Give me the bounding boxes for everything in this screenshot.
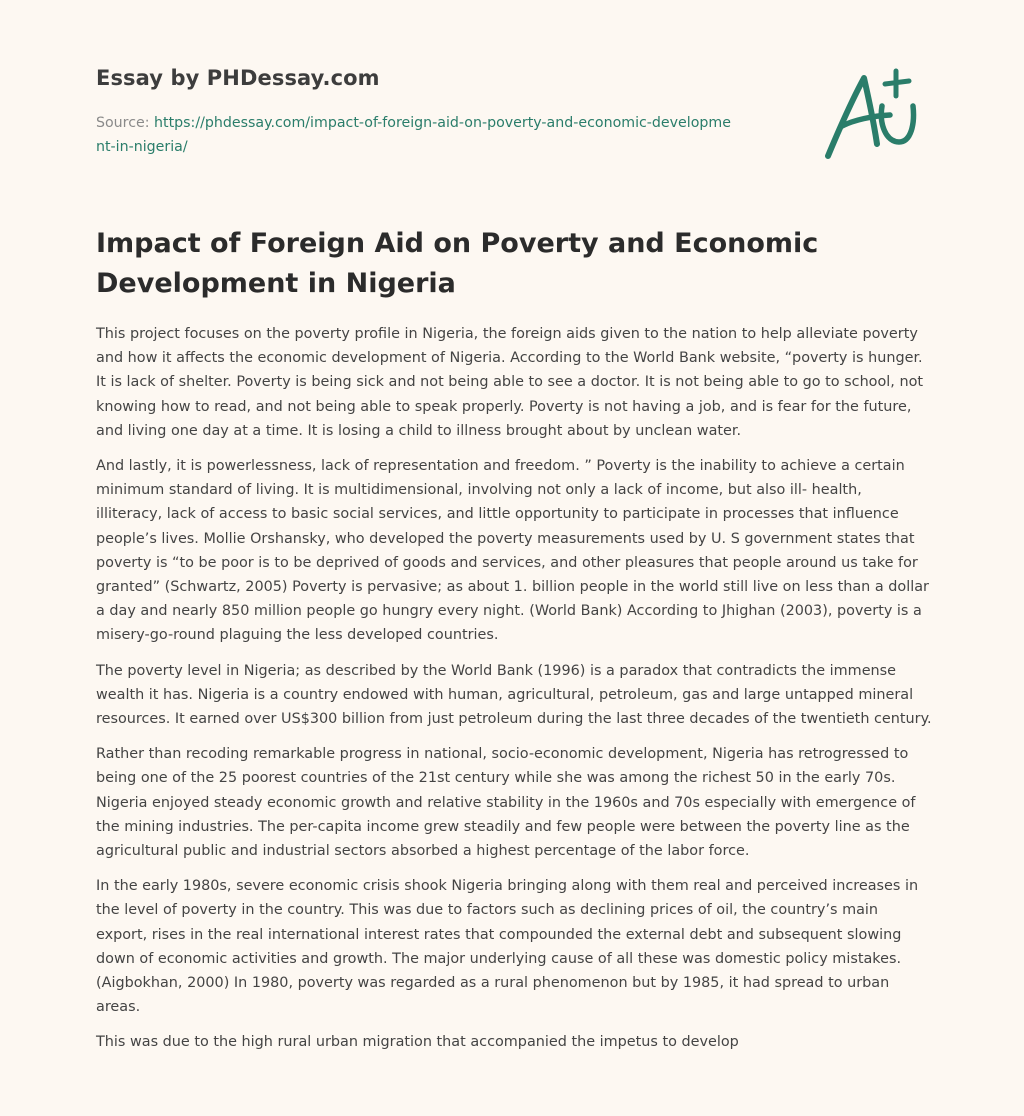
essay-paragraph: In the early 1980s, severe economic crisis shook Nigeria bringing along with them real and perceived increases in the level of poverty in the country. This was due to factors such as declining prices of oil, the country’s main export, rises in the real international interest rates that compounded the external debt and subsequent slowing down of economic activities and growth. The major underlying cause of all these was domestic policy mistakes. (Aigbokhan, 2000) In 1980, poverty was regarded as a rural phenomenon but by 1985, it had spread to urban areas. — [96, 878, 919, 1016]
essay-paragraph: The poverty level in Nigeria; as described by the World Bank (1996) is a paradox that contradicts the immense wealth it has. Nigeria is a country endowed with human, agricultural, petroleum, gas and large untapped mineral resources. It earned over US$300 billion from just petroleum during the last three decades of the twentieth century. — [96, 662, 932, 728]
site-brand: Essay by PHDessay.com — [96, 66, 380, 90]
source-line — [96, 111, 736, 159]
essay-title: Impact of Foreign Aid on Poverty and Economic Development in Nigeria — [96, 228, 819, 299]
essay-paragraph: This was due to the high rural urban migration that accompanied the impetus to develop — [96, 1034, 739, 1051]
source-link[interactable]: https://phdessay.com/impact-of-foreign-aid-on-poverty-and-economic-development-in-nigeria/ — [96, 115, 731, 155]
essay-paragraph: And lastly, it is powerlessness, lack of representation and freedom. ” Poverty is the inability to achieve a certain minimum standard of living. It is multidimensional, involving not only a lack of income, but also ill- health, illiteracy, lack of access to basic social services, and little opportunity to participate in processes that influence people’s lives. Mollie Orshansky, who developed the poverty measurements used by U. S government states that poverty is “to be poor is to be deprived of goods and services, and other pleasures that people around us take for granted” (Schwartz, 2005) Poverty is pervasive; as about 1. billion people in the world still live on less than a dollar a day and nearly 850 million people go hungry every night. (World Bank) According to Jhighan (2003), poverty is a misery-go-round plaguing the less developed countries. — [96, 458, 929, 644]
a-plus-grade-icon — [822, 66, 932, 166]
source-label: Source: — [96, 115, 150, 131]
essay-body — [96, 322, 932, 1066]
essay-paragraph: Rather than recoding remarkable progress in national, socio-economic development, Nigeria has retrogressed to being one of the 25 poorest countries of the 21st century while she was among the richest 50 in the early 70s. Nigeria enjoyed steady economic growth and relative stability in the 1960s and 70s especially with emergence of the mining industries. The per-capita income grew steadily and few people were between the poverty line as the agricultural public and industrial sectors absorbed a highest percentage of the labor force. — [96, 746, 916, 860]
essay-paragraph: This project focuses on the poverty profile in Nigeria, the foreign aids given to the nation to help alleviate poverty and how it affects the economic development of Nigeria. According to the World Bank website, “poverty is hunger. It is lack of shelter. Poverty is being sick and not being able to see a doctor. It is not being able to go to school, not knowing how to read, and not being able to speak properly. Poverty is not having a job, and is fear for the future, and living one day at a time. It is losing a child to illness brought about by unclean water. — [96, 326, 924, 439]
